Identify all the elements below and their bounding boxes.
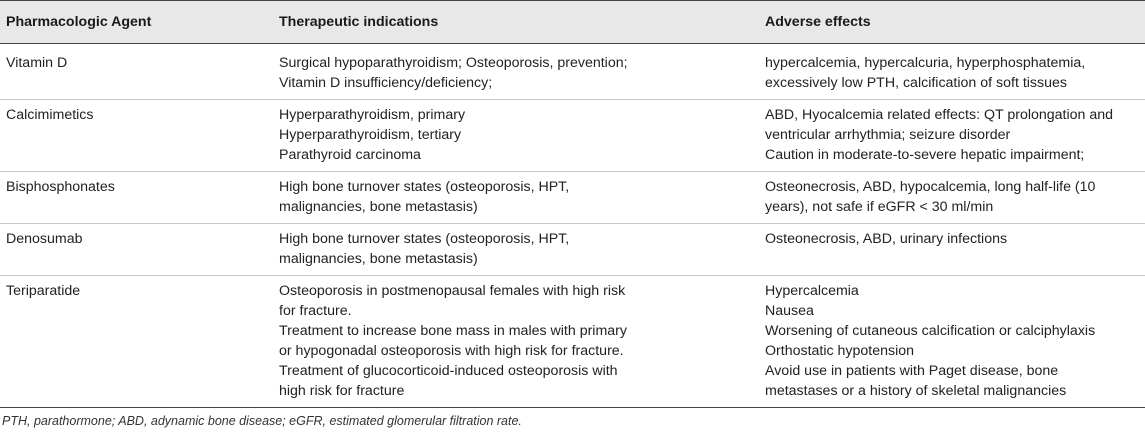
adverse-effects-cell bbox=[759, 172, 1145, 224]
indication-line: High bone turnover states (osteoporosis, HPT, bbox=[279, 179, 570, 195]
agent-cell: Calcimimetics bbox=[6, 107, 94, 123]
indication-line: Parathyroid carcinoma bbox=[279, 147, 421, 163]
indications-cell bbox=[273, 172, 759, 224]
indications-cell bbox=[273, 224, 759, 276]
indication-line: Treatment to increase bone mass in males with primary bbox=[279, 323, 627, 339]
effect-line: Osteonecrosis, ABD, hypocalcemia, long half-life (10 bbox=[765, 179, 1096, 195]
table-header bbox=[0, 1, 1145, 44]
indication-line: Vitamin D insufficiency/deficiency; bbox=[279, 75, 493, 91]
effect-line: Worsening of cutaneous calcification or calciphylaxis bbox=[765, 323, 1096, 339]
adverse-effects-cell bbox=[759, 100, 1145, 172]
indication-line: Osteoporosis in postmenopausal females with high risk bbox=[279, 283, 626, 299]
indication-line: High bone turnover states (osteoporosis, HPT, bbox=[279, 231, 570, 247]
header-adverse-effects: Adverse effects bbox=[765, 14, 871, 30]
header-indications: Therapeutic indications bbox=[279, 14, 439, 30]
effect-line: Hypercalcemia bbox=[765, 283, 859, 299]
adverse-effects-cell bbox=[759, 224, 1145, 276]
agent-cell: Teriparatide bbox=[6, 283, 81, 299]
indication-line: high risk for fracture bbox=[279, 383, 405, 399]
indications-cell bbox=[273, 44, 759, 100]
indications-cell bbox=[273, 276, 759, 408]
effect-line: Orthostatic hypotension bbox=[765, 343, 915, 359]
agent-cell: Vitamin D bbox=[6, 55, 68, 71]
table-body bbox=[0, 44, 1145, 408]
indication-line: malignancies, bone metastasis) bbox=[279, 251, 478, 267]
effect-line: Nausea bbox=[765, 303, 814, 319]
agent-cell: Denosumab bbox=[6, 231, 83, 247]
header-agent: Pharmacologic Agent bbox=[6, 14, 152, 30]
adverse-effects-cell bbox=[759, 276, 1145, 408]
effect-line: ventricular arrhythmia; seizure disorder bbox=[765, 127, 1011, 143]
table-row bbox=[0, 44, 1145, 100]
effect-line: Osteonecrosis, ABD, urinary infections bbox=[765, 231, 1008, 247]
table-row bbox=[0, 172, 1145, 224]
table-row bbox=[0, 276, 1145, 408]
table-row bbox=[0, 224, 1145, 276]
table-row bbox=[0, 100, 1145, 172]
adverse-effects-cell bbox=[759, 44, 1145, 100]
agent-cell: Bisphosphonates bbox=[6, 179, 115, 195]
indication-line: for fracture. bbox=[279, 303, 352, 319]
effect-line: Avoid use in patients with Paget disease, bone bbox=[765, 363, 1059, 379]
effect-line: years), not safe if eGFR < 30 ml/min bbox=[765, 199, 994, 215]
indication-line: or hypogonadal osteoporosis with high risk for fracture. bbox=[279, 343, 624, 359]
indication-line: malignancies, bone metastasis) bbox=[279, 199, 478, 215]
effect-line: Caution in moderate-to-severe hepatic impairment; bbox=[765, 147, 1085, 163]
effect-line: ABD, Hyocalcemia related effects: QT prolongation and bbox=[765, 107, 1114, 123]
indication-line: Hyperparathyroidism, tertiary bbox=[279, 127, 462, 143]
indication-line: Hyperparathyroidism, primary bbox=[279, 107, 466, 123]
indication-line: Treatment of glucocorticoid-induced osteoporosis with bbox=[279, 363, 618, 379]
table-footnote: PTH, parathormone; ABD, adynamic bone disease; eGFR, estimated glomerular filtration rate. bbox=[2, 414, 522, 428]
effect-line: metastases or a history of skeletal malignancies bbox=[765, 383, 1067, 399]
indication-line: Surgical hypoparathyroidism; Osteoporosis, prevention; bbox=[279, 55, 628, 71]
indications-cell bbox=[273, 100, 759, 172]
effect-line: excessively low PTH, calcification of soft tissues bbox=[765, 75, 1067, 91]
header-row bbox=[0, 1, 1145, 44]
effect-line: hypercalcemia, hypercalcuria, hyperphosphatemia, bbox=[765, 55, 1086, 71]
